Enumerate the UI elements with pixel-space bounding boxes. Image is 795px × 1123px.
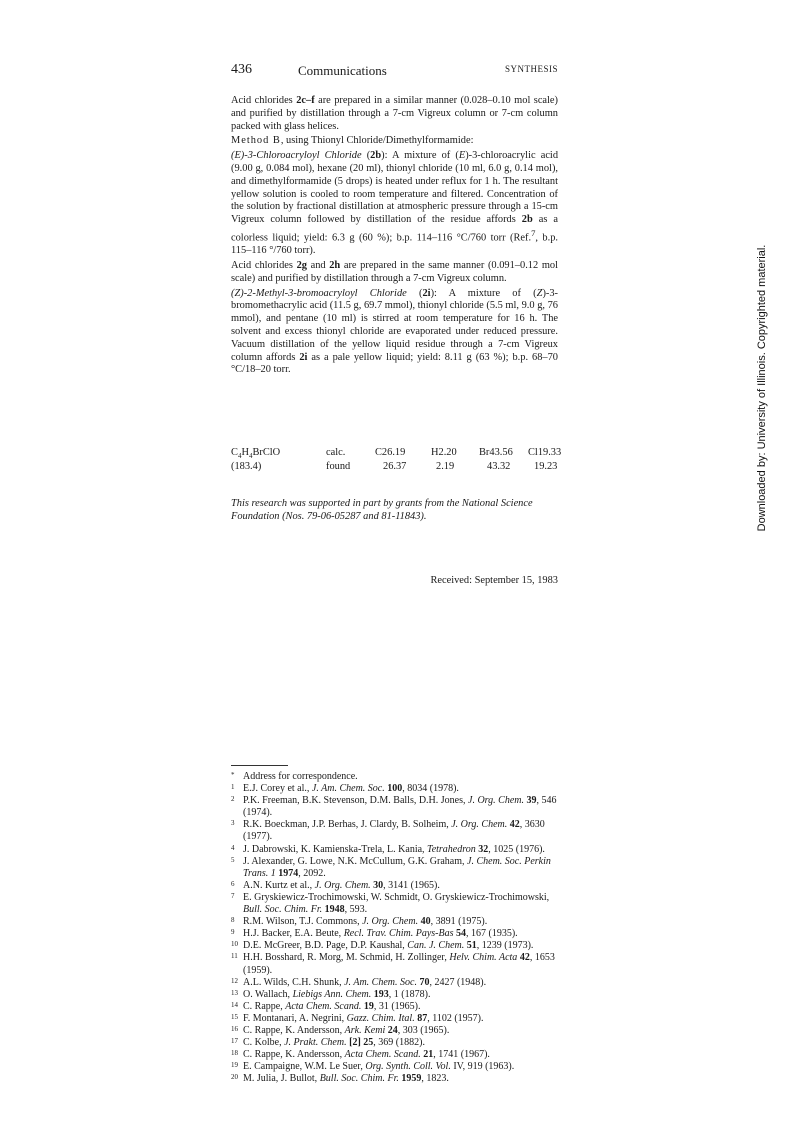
footnote: 15 F. Montanari, A. Negrini, Gazz. Chim. Ital. 87, 1102 (1957). [231, 1012, 484, 1024]
footnote: 17 C. Kolbe, J. Prakt. Chem. [2] 25, 369 (1882). [231, 1037, 425, 1049]
paragraph-acid-chlorides-2c-f: Acid chlorides 2c–f are prepared in a similar manner (0.028–0.10 mol scale) and purified by distillation through a 7-cm Vigreux column or 7-cm column packed with glass helices. [231, 95, 558, 132]
footnote: 7 E. Gryskiewicz-Trochimowski, W. Schmidt, O. Gryskiewicz-Trochimowski, Bull. Soc. Chim. Fr. 1948, 593. [231, 891, 550, 916]
footnote: 9 H.J. Backer, E.A. Beute, Recl. Trav. Chim. Pays-Bas 54, 167 (1935). [231, 928, 518, 940]
reference-mark: 7 [531, 227, 536, 238]
analysis-label: calc. [326, 447, 346, 458]
footnote: 1 E.J. Corey et al., J. Am. Chem. Soc. 100, 8034 (1978). [231, 783, 459, 795]
footnote: 12 A.L. Wilds, C.H. Shunk, J. Am. Chem. Soc. 70, 2427 (1948). [231, 976, 487, 988]
compound-ref: 2i [422, 287, 431, 299]
footnote: 6 A.N. Kurtz et al., J. Org. Chem. 30, 3141 (1965). [231, 879, 440, 891]
analysis-label: found [326, 461, 351, 472]
compound-name: (E)-3-Chloroacryloyl Chloride [231, 150, 362, 162]
compound-ref: 2c–f [296, 95, 315, 106]
footnote: 10 D.E. McGreer, B.D. Page, D.P. Kaushal, Can. J. Chem. 51, 1239 (1973). [231, 940, 534, 952]
footnote: 18 C. Rappe, K. Andersson, Acta Chem. Scand. 21, 1741 (1967). [231, 1049, 490, 1061]
footnote: 2 P.K. Freeman, B.K. Stevenson, D.M. Balls, D.H. Jones, J. Org. Chem. 39, 546 (1974). [231, 795, 557, 819]
footnote-divider [231, 765, 288, 766]
page-number: 436 [231, 62, 252, 77]
footnote: 4 J. Dabrowski, K. Kamienska-Trela, L. Kania, Tetrahedron 32, 1025 (1976). [231, 843, 545, 855]
footnote: * Address for correspondence. [231, 771, 358, 782]
article-body [231, 95, 558, 379]
footnote: 3 R.K. Boeckman, J.P. Berhas, J. Clardy, B. Solheim, J. Org. Chem. 42, 3630 (1977). [231, 819, 545, 843]
footnote: 20 M. Julia, J. Bullot, Bull. Soc. Chim. Fr. 1959, 1823. [231, 1073, 449, 1085]
analysis-row-found: (183.4) found 26.37 2.19 43.32 19.23 [231, 461, 558, 472]
paragraph-acid-chlorides-2g-2h: Acid chlorides 2g and 2h are prepared in the same manner (0.091–0.12 mol scale) and purified by distillation through a 7-cm Vigreux column. [231, 260, 558, 284]
molecular-weight: (183.4) [231, 461, 262, 472]
paragraph-compound-2i: (Z)-2-Methyl-3-bromoacryloyl Chloride (2i): A mixture of (Z)-3-bromomethacrylic acid (11.5 g, 69.7 mmol), thionyl chloride (5.5 ml, 9.0 g, 76 mmol), and pentane (10 ml) is stirred at room temperature for 16 h. The solvent and excess thionyl chloride are evaporated under reduced pressure. Vacuum distillation of the yellow liquid residue through a 7-cm Vigreux column affords 2i as a pale yellow liquid; yield: 8.11 g (63 %); b.p. 68–70 °C/18–20 torr. [231, 287, 559, 376]
footnote: 11 H.H. Bosshard, R. Morg, M. Schmid, H. Zollinger, Helv. Chim. Acta 42, 1653 (1959). [231, 952, 555, 976]
footnote: 5 J. Alexander, G. Lowe, N.K. McCullum, G.K. Graham, J. Chem. Soc. Perkin Trans. 1 1974, 2092. [231, 855, 551, 879]
footnote: 8 R.M. Wilson, T.J. Commons, J. Org. Chem. 40, 3891 (1975). [231, 916, 488, 928]
footnote: 19 E. Campaigne, W.M. Le Suer, Org. Synth. Coll. Vol. IV, 919 (1963). [231, 1061, 515, 1073]
paragraph-compound-2b: (E)-3-Chloroacryloyl Chloride (2b): A mixture of (E)-3-chloroacrylic acid (9.00 g, 0.084 mol), hexane (20 ml), thionyl chloride (10 ml, 6.0 g, 0.14 mol), and dimethylformamide (5 drops) is heated under reflux for 1 h. The resultant yellow solution is cooled to room temperature and filtered. Concentration of the solution by fractional distillation at atmospheric pressure through a 15-cm Vigreux column followed by distillation of the residue affords 2b as a colorless liquid; yield: 6.3 g (60 %); b.p. 114–116 °C/760 torr (Ref.$^7$, b.p. 115–116 °/760 torr). [231, 150, 559, 257]
footnote: 14 C. Rappe, Acta Chem. Scand. 19, 31 (1965). [231, 1000, 421, 1012]
page-header [231, 62, 558, 80]
section-title: Communications [298, 63, 387, 78]
watermark-text: Downloaded by: University of Illinois. Copyrighted material. [756, 244, 768, 532]
analysis-row-calc: $C_4H_4BrClO$ calc. C26.19 H2.20 Br43.56 Cl19.33 [231, 447, 562, 461]
received-date: Received: September 15, 1983 [430, 575, 558, 586]
compound-ref: 2b [370, 150, 382, 162]
journal-name: SYNTHESIS [504, 64, 558, 74]
method-heading: Method B, using Thionyl Chloride/Dimethylformamide: [231, 135, 474, 147]
formula: $C_4H_4BrClO$ [231, 447, 281, 461]
footnotes [231, 771, 558, 1085]
footnote: 13 O. Wallach, Liebigs Ann. Chem. 193, 1 (1878). [231, 988, 431, 1000]
footnote: 16 C. Rappe, K. Andersson, Ark. Kemi 24, 303 (1965). [231, 1024, 450, 1036]
acknowledgement: This research was supported in part by grants from the National Science Foundation (Nos. 79-06-05287 and 81-11843). [231, 498, 533, 522]
compound-name: (Z)-2-Methyl-3-bromoacryloyl Chloride [231, 287, 407, 299]
